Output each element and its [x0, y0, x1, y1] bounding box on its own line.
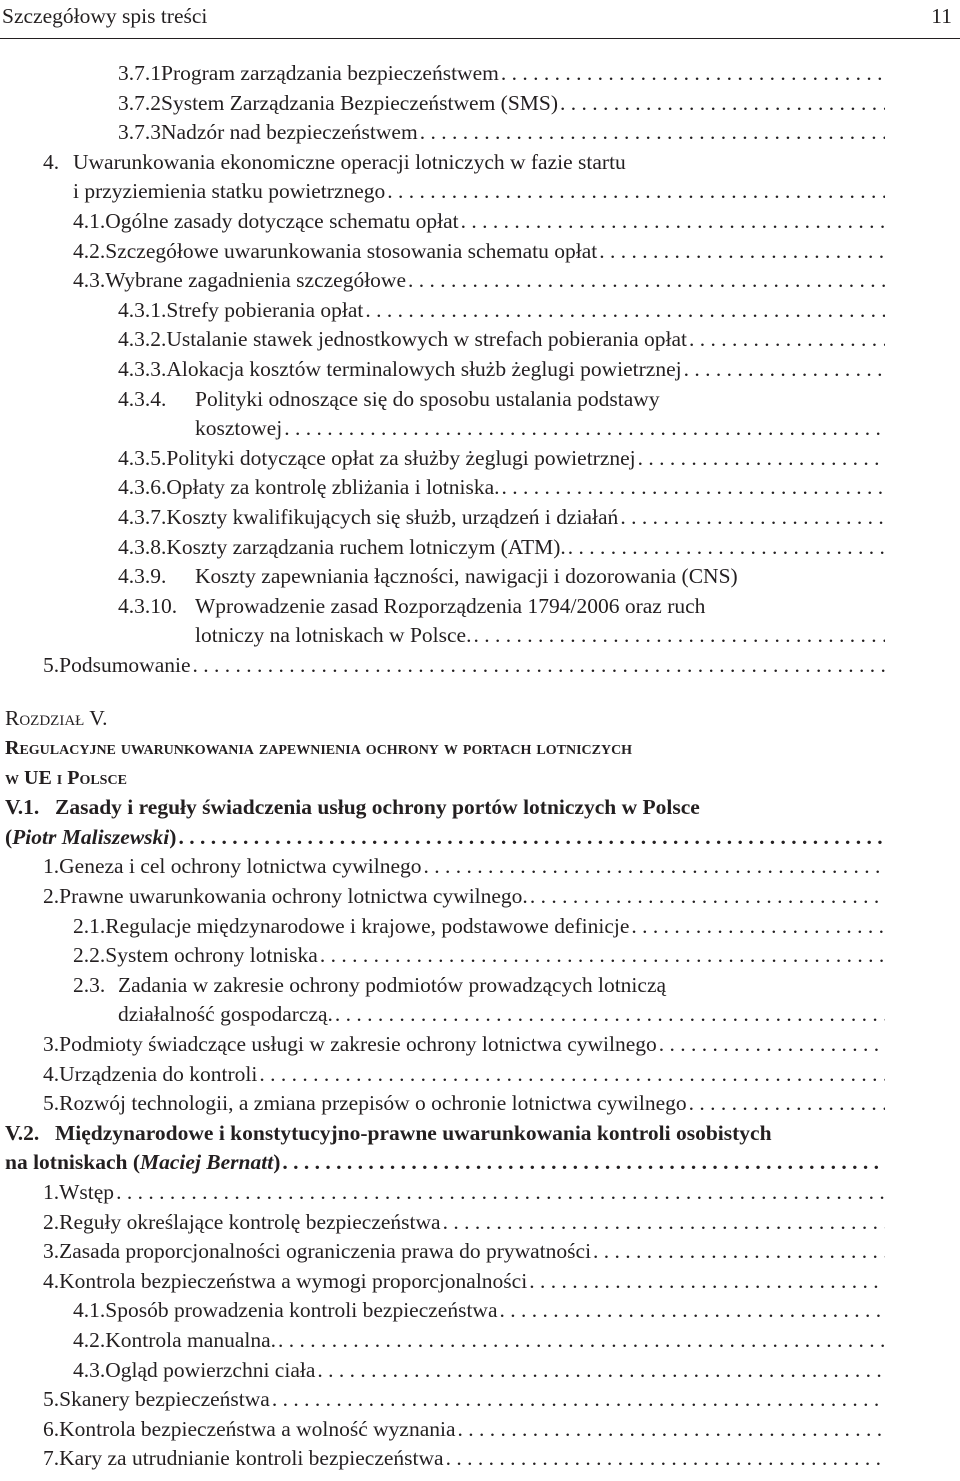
running-header [0, 0, 960, 39]
toc-entry-number: 4.3.9. [118, 564, 167, 589]
toc-entry-title: Geneza i cel ochrony lotnictwa cywilnego [59, 854, 422, 879]
toc-entry-title-cont: i przyziemienia statku powietrznego [73, 179, 386, 204]
toc-entry-number: 2.3. [73, 972, 106, 997]
toc-block-v2 [0, 1178, 960, 1474]
toc-entry[interactable] [0, 1237, 885, 1267]
toc-entry[interactable] [0, 266, 885, 296]
toc-entry-title: Nadzór nad bezpieczeństwem [161, 120, 418, 145]
leader-dots [560, 89, 885, 119]
leader-dots [568, 533, 885, 563]
leader-dots [599, 237, 885, 267]
toc-entry-number: 4.3.8. [118, 534, 167, 559]
toc-entry-title: Koszty zarządzania ruchem lotniczym (ATM). [166, 534, 566, 559]
toc-entry[interactable] [0, 473, 885, 503]
toc-entry[interactable] [0, 385, 885, 444]
leader-dots [387, 177, 885, 207]
toc-entry[interactable] [0, 852, 885, 882]
leader-dots [193, 651, 885, 681]
toc-entry-title: Regulacje międzynarodowe i krajowe, podstawowe definicje [105, 913, 630, 938]
chapter-title-line-2: w UE i Polsce [5, 766, 127, 789]
leader-dots [631, 912, 885, 942]
toc-entry[interactable] [0, 1444, 885, 1474]
toc-entry-title: Urządzenia do kontroli [59, 1061, 258, 1086]
toc-entry-number: 2. [43, 884, 60, 909]
toc-entry-title: System Zarządzania Bezpieczeństwem (SMS) [161, 90, 559, 115]
toc-entry-number: 3.7.2 [118, 90, 161, 115]
leader-dots [684, 355, 885, 385]
toc-entry-number: 4.3.3. [118, 356, 167, 381]
toc-entry-number: 2. [43, 1209, 60, 1234]
table-of-contents [0, 59, 960, 1474]
toc-entry-number: 4.3. [73, 268, 106, 293]
leader-dots [461, 207, 885, 237]
toc-entry-title: Alokacja kosztów terminalowych służb żeglugi powietrznej [166, 356, 682, 381]
leader-dots [284, 414, 885, 444]
leader-dots [529, 1267, 885, 1297]
toc-entry[interactable] [0, 118, 885, 148]
leader-dots [502, 473, 885, 503]
running-title: Szczegółowy spis treści [2, 4, 208, 28]
toc-entry-title: Skanery bezpieczeństwa [59, 1387, 270, 1412]
leader-dots [259, 1060, 885, 1090]
toc-entry[interactable] [0, 592, 885, 651]
section-number: V.2. [5, 1120, 40, 1145]
toc-entry-number: 3.7.3 [118, 120, 161, 145]
leader-dots [458, 1415, 885, 1445]
toc-block-chapter-iv [0, 59, 960, 680]
toc-entry[interactable] [0, 651, 885, 681]
toc-entry-number: 4.2. [73, 1327, 106, 1352]
chapter-heading [0, 704, 960, 793]
toc-entry[interactable] [0, 325, 885, 355]
toc-entry[interactable] [0, 1356, 885, 1386]
toc-entry[interactable] [0, 296, 885, 326]
toc-entry-number: 4. [43, 1061, 60, 1086]
toc-entry-title: Podsumowanie [59, 652, 191, 677]
toc-block-v1 [0, 852, 960, 1118]
toc-entry-title: Opłaty za kontrolę zbliżania i lotniska. [166, 475, 500, 500]
toc-entry-title: Szczegółowe uwarunkowania stosowania schematu opłat [105, 238, 598, 263]
toc-entry-title: Koszty kwalifikujących się służb, urządzeń i działań [166, 504, 619, 529]
leader-dots [501, 59, 885, 89]
chapter-title-line-1: Regulacyjne uwarunkowania zapewnienia ochrony w portach lotniczych [5, 737, 633, 760]
leader-dots [420, 118, 885, 148]
toc-entry-number: 6. [43, 1416, 60, 1441]
toc-entry-number: 3. [43, 1239, 60, 1264]
toc-entry-title: Kontrola bezpieczeństwa a wolność wyznania [59, 1416, 456, 1441]
section-title: Międzynarodowe i konstytucyjno-prawne uwarunkowania kontroli osobistych [55, 1120, 772, 1145]
toc-entry-number: 5. [43, 652, 60, 677]
toc-entry-number: 5. [43, 1387, 60, 1412]
toc-entry[interactable] [0, 1178, 885, 1208]
toc-entry-number: 4.3.5. [118, 445, 167, 470]
toc-entry-title: Polityki dotyczące opłat za służby żeglugi powietrznej [166, 445, 636, 470]
toc-entry-title: Reguły określające kontrolę bezpieczeństwa [59, 1209, 441, 1234]
section-heading-v1[interactable] [0, 793, 885, 852]
toc-entry-title: Uwarunkowania ekonomiczne operacji lotniczych w fazie startu [73, 149, 626, 174]
toc-entry[interactable] [0, 148, 885, 207]
toc-entry-number: 4.3.10. [118, 593, 178, 618]
section-number: V.1. [5, 795, 40, 820]
toc-entry-number: 7. [43, 1446, 60, 1471]
section-heading-v2[interactable] [0, 1119, 885, 1178]
toc-entry[interactable] [0, 1208, 885, 1238]
toc-entry-number: 4.3. [73, 1357, 106, 1382]
section-title: Zasady i reguły świadczenia usług ochrony portów lotniczych w Polsce [55, 795, 700, 820]
leader-dots [408, 266, 885, 296]
section-author: Piotr Maliszewski [12, 824, 170, 849]
toc-entry[interactable] [0, 882, 885, 912]
toc-entry-number: 4.3.1. [118, 297, 167, 322]
toc-entry[interactable] [0, 1415, 885, 1445]
toc-entry-title: Wybrane zagadnienia szczegółowe [105, 268, 406, 293]
toc-entry[interactable] [0, 1326, 885, 1356]
toc-entry-title: Zasada proporcjonalności ograniczenia prawa do prywatności [59, 1239, 592, 1264]
leader-dots [272, 1385, 885, 1415]
leader-dots [278, 1326, 885, 1356]
leader-dots [500, 1296, 886, 1326]
toc-entry-number: 4.3.2. [118, 327, 167, 352]
leader-dots [320, 941, 885, 971]
toc-entry-title: Ustalanie stawek jednostkowych w strefach pobierania opłat [166, 327, 687, 352]
leader-dots [178, 823, 885, 853]
toc-entry[interactable] [0, 912, 885, 942]
leader-dots [530, 882, 885, 912]
leader-dots [335, 1000, 885, 1030]
section-title-cont: na lotniskach ( [5, 1150, 141, 1175]
toc-entry-title: Sposób prowadzenia kontroli bezpieczeństwa [105, 1298, 498, 1323]
toc-entry-title: Wprowadzenie zasad Rozporządzenia 1794/2006 oraz ruch [195, 593, 706, 618]
toc-entry-title: Ogólne zasady dotyczące schematu opłat [105, 208, 459, 233]
toc-entry-title: Zadania w zakresie ochrony podmiotów prowadzących lotniczą [118, 972, 667, 997]
toc-entry[interactable] [0, 562, 885, 592]
leader-dots [659, 1030, 885, 1060]
toc-entry[interactable] [0, 533, 885, 563]
toc-entry[interactable] [0, 1296, 885, 1326]
leader-dots [620, 503, 885, 533]
toc-entry-number: 1. [43, 854, 60, 879]
leader-dots [443, 1208, 885, 1238]
toc-entry[interactable] [0, 1267, 885, 1297]
toc-entry-number: 4.3.4. [118, 386, 167, 411]
toc-entry[interactable] [0, 503, 885, 533]
leader-dots [593, 1237, 885, 1267]
toc-entry-title: Rozwój technologii, a zmiana przepisów o ochronie lotnictwa cywilnego [59, 1091, 687, 1116]
toc-entry[interactable] [0, 1089, 885, 1119]
leader-dots [638, 444, 885, 474]
page-number: 11 [931, 4, 952, 28]
toc-entry-title: Strefy pobierania opłat [166, 297, 364, 322]
toc-entry-title: System ochrony lotniska [105, 943, 318, 968]
toc-entry-title: Kontrola manualna. [105, 1327, 277, 1352]
leader-dots [116, 1178, 885, 1208]
leader-dots [446, 1444, 885, 1474]
toc-entry[interactable] [0, 237, 885, 267]
toc-entry[interactable] [0, 1030, 885, 1060]
toc-entry-number: 4. [43, 149, 60, 174]
leader-dots [689, 325, 885, 355]
toc-entry-number: 2.2. [73, 943, 106, 968]
leader-dots [365, 296, 885, 326]
toc-entry[interactable] [0, 1060, 885, 1090]
leader-dots [424, 852, 886, 882]
toc-entry-number: 4.1. [73, 208, 106, 233]
leader-dots [473, 621, 885, 651]
toc-entry-title: Kary za utrudnianie kontroli bezpieczeństwa [59, 1446, 444, 1471]
section-paren-open: ( [5, 824, 13, 849]
spacer [0, 680, 960, 704]
section-paren-close: ) [273, 1150, 281, 1175]
leader-dots [689, 1089, 885, 1119]
toc-entry[interactable] [0, 59, 885, 89]
toc-entry-number: 4.1. [73, 1298, 106, 1323]
section-paren-close: ) [169, 824, 177, 849]
toc-entry-title-cont: lotniczy na lotniskach w Polsce. [195, 623, 472, 648]
toc-entry-number: 3.7.1 [118, 61, 161, 85]
toc-entry[interactable] [0, 207, 885, 237]
toc-entry-title: Polityki odnoszące się do sposobu ustalania podstawy [195, 386, 660, 411]
toc-entry-title: Podmioty świadczące usługi w zakresie ochrony lotnictwa cywilnego [59, 1032, 657, 1056]
leader-dots [317, 1356, 885, 1386]
toc-entry-title: Kontrola bezpieczeństwa a wymogi proporcjonalności [59, 1268, 528, 1293]
toc-entry[interactable] [0, 941, 885, 971]
toc-entry-title: Program zarządzania bezpieczeństwem [161, 61, 499, 85]
toc-entry[interactable] [0, 355, 885, 385]
toc-entry-title: Ogląd powierzchni ciała [105, 1357, 316, 1382]
toc-entry-number: 4. [43, 1268, 60, 1293]
toc-entry[interactable] [0, 89, 885, 119]
toc-entry-number: 5. [43, 1091, 60, 1116]
toc-entry[interactable] [0, 971, 885, 1030]
toc-entry-title-cont: kosztowej [195, 416, 283, 441]
toc-entry[interactable] [0, 1385, 885, 1415]
toc-entry-number: 4.2. [73, 238, 106, 263]
toc-entry-title: Wstęp [59, 1179, 115, 1204]
toc-entry-title: Prawne uwarunkowania ochrony lotnictwa cywilnego. [59, 884, 528, 909]
toc-entry-title: Koszty zapewniania łączności, nawigacji i dozorowania (CNS) [195, 564, 738, 589]
toc-entry-number: 4.3.6. [118, 475, 167, 500]
toc-entry-number: 3. [43, 1032, 60, 1056]
toc-entry-number: 1. [43, 1179, 60, 1204]
toc-entry[interactable] [0, 444, 885, 474]
toc-entry-number: 2.1. [73, 913, 106, 938]
toc-entry-number: 4.3.7. [118, 504, 167, 529]
leader-dots [282, 1148, 885, 1178]
section-author: Maciej Bernatt [140, 1150, 274, 1175]
chapter-label: Rozdział V. [5, 706, 108, 731]
toc-entry-title-cont: działalność gospodarczą. [118, 1002, 333, 1027]
